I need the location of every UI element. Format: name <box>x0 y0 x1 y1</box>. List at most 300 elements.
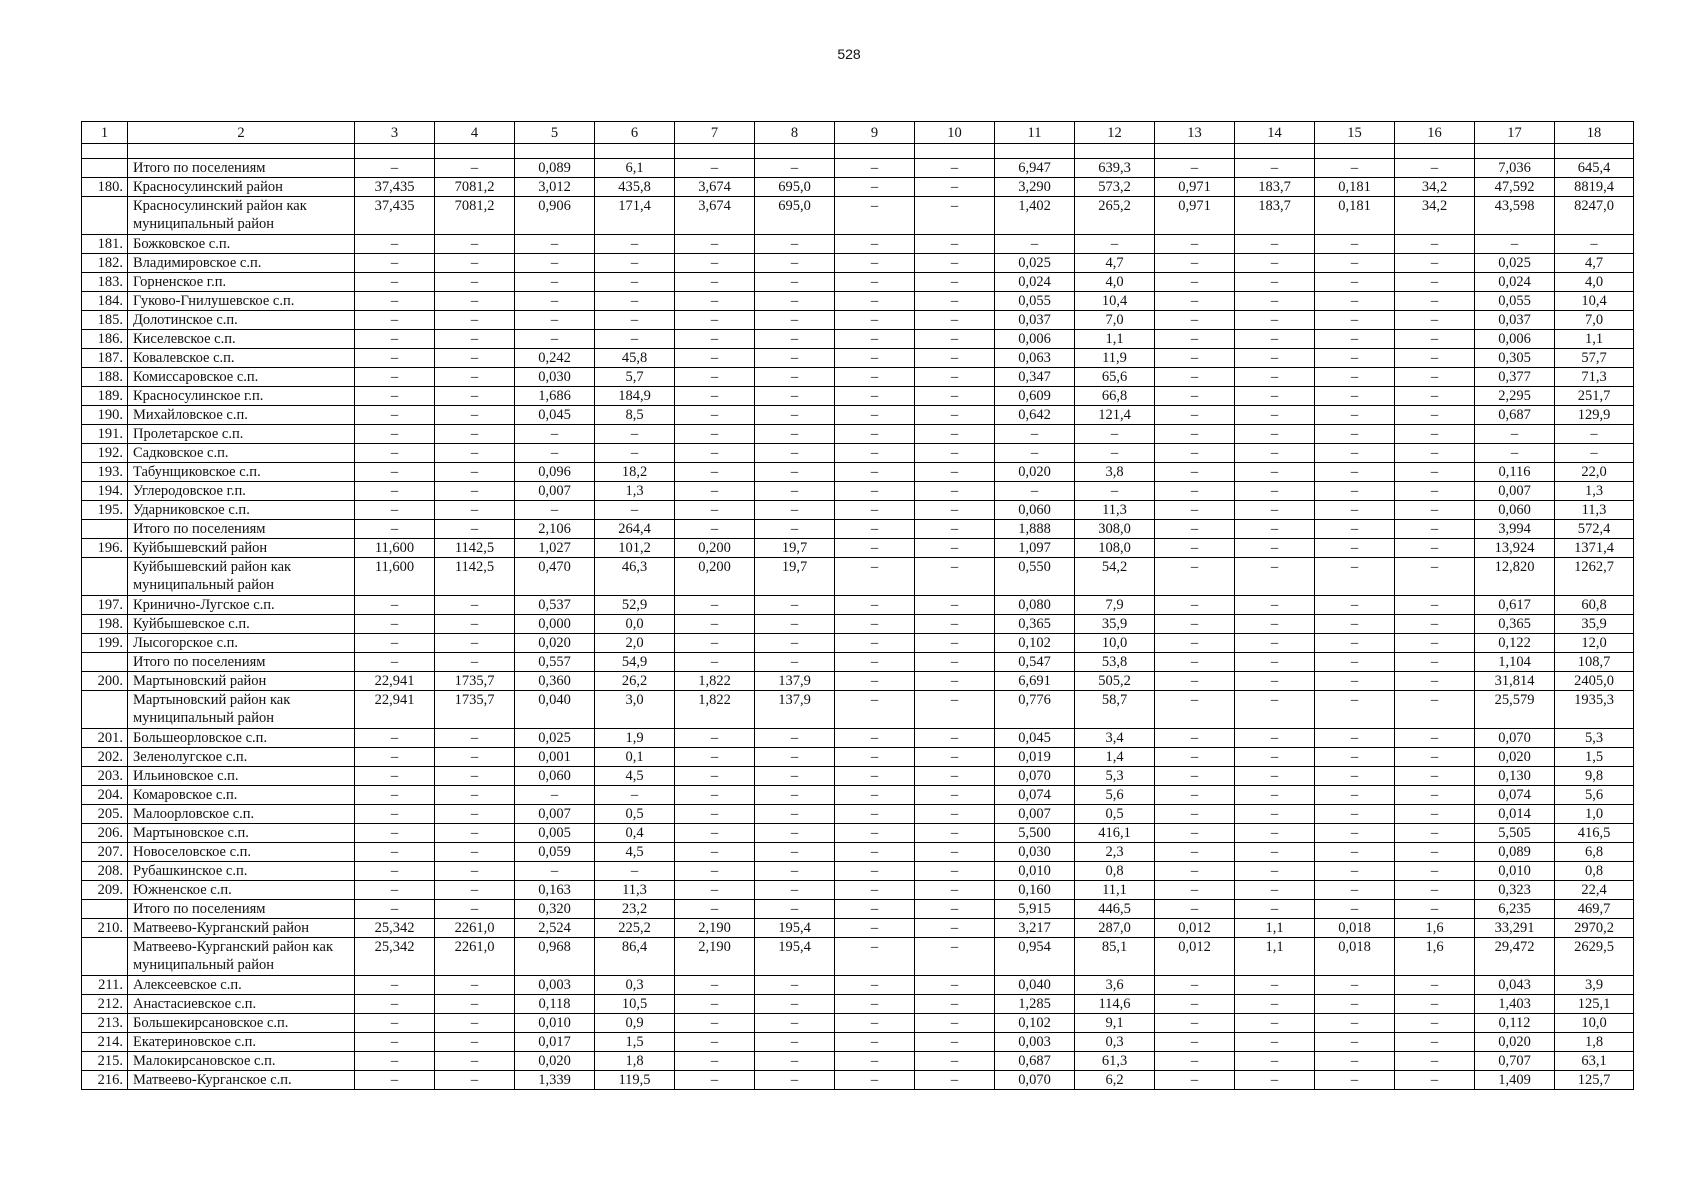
value-cell: – <box>1395 292 1475 311</box>
value-cell: – <box>755 520 835 539</box>
value-cell: – <box>835 558 915 596</box>
value-cell: – <box>1155 330 1235 349</box>
value-cell: – <box>835 1033 915 1052</box>
value-cell: 5,6 <box>1555 786 1634 805</box>
value-cell: 171,4 <box>595 197 675 235</box>
value-cell: 23,2 <box>595 900 675 919</box>
value-cell: 10,4 <box>1555 292 1634 311</box>
value-cell: 0,020 <box>995 463 1075 482</box>
value-cell: – <box>435 1052 515 1071</box>
value-cell: – <box>1555 425 1634 444</box>
value-cell: 0,055 <box>1475 292 1555 311</box>
table-row <box>82 881 1634 900</box>
spacer-cell <box>435 144 515 159</box>
value-cell: 183,7 <box>1235 178 1315 197</box>
value-cell: – <box>1155 653 1235 672</box>
value-cell: – <box>1155 1033 1235 1052</box>
value-cell: – <box>1235 159 1315 178</box>
value-cell: 0,537 <box>515 596 595 615</box>
value-cell: 0,181 <box>1315 178 1395 197</box>
value-cell: 4,5 <box>595 767 675 786</box>
header-cell: 14 <box>1235 122 1315 144</box>
value-cell: 3,674 <box>675 197 755 235</box>
value-cell: 0,360 <box>515 672 595 691</box>
row-number: 195. <box>82 501 128 520</box>
value-cell: – <box>675 786 755 805</box>
value-cell: – <box>675 748 755 767</box>
value-cell: – <box>435 311 515 330</box>
spacer-cell <box>995 144 1075 159</box>
header-cell: 9 <box>835 122 915 144</box>
value-cell: – <box>835 824 915 843</box>
header-cell: 3 <box>355 122 435 144</box>
value-cell: – <box>1395 425 1475 444</box>
value-cell: – <box>435 824 515 843</box>
value-cell: 2405,0 <box>1555 672 1634 691</box>
row-number <box>82 653 128 672</box>
value-cell: 0,018 <box>1315 938 1395 976</box>
value-cell: – <box>435 273 515 292</box>
row-number: 206. <box>82 824 128 843</box>
value-cell: – <box>1315 349 1395 368</box>
value-cell: – <box>755 368 835 387</box>
value-cell: 1371,4 <box>1555 539 1634 558</box>
value-cell: – <box>995 425 1075 444</box>
value-cell: – <box>435 1071 515 1090</box>
value-cell: – <box>915 235 995 254</box>
value-cell: – <box>755 976 835 995</box>
value-cell: – <box>755 843 835 862</box>
value-cell: 0,010 <box>995 862 1075 881</box>
value-cell: – <box>355 634 435 653</box>
value-cell: 7,0 <box>1555 311 1634 330</box>
value-cell: 0,037 <box>995 311 1075 330</box>
header-cell: 11 <box>995 122 1075 144</box>
value-cell: 265,2 <box>1075 197 1155 235</box>
table-row <box>82 691 1634 729</box>
value-cell: – <box>355 159 435 178</box>
value-cell: – <box>1155 786 1235 805</box>
value-cell: – <box>1395 1052 1475 1071</box>
value-cell: – <box>915 938 995 976</box>
value-cell: 7081,2 <box>435 178 515 197</box>
value-cell: 0,014 <box>1475 805 1555 824</box>
value-cell: – <box>1475 444 1555 463</box>
value-cell: 0,954 <box>995 938 1075 976</box>
spacer-cell <box>915 144 995 159</box>
value-cell: 66,8 <box>1075 387 1155 406</box>
value-cell: 1,3 <box>595 482 675 501</box>
value-cell: 0,017 <box>515 1033 595 1052</box>
value-cell: – <box>1235 349 1315 368</box>
value-cell: 1,888 <box>995 520 1075 539</box>
value-cell: – <box>915 995 995 1014</box>
value-cell: 45,8 <box>595 349 675 368</box>
value-cell: 1,4 <box>1075 748 1155 767</box>
value-cell: – <box>1315 995 1395 1014</box>
value-cell: 125,1 <box>1555 995 1634 1014</box>
value-cell: 2629,5 <box>1555 938 1634 976</box>
value-cell: 8247,0 <box>1555 197 1634 235</box>
value-cell: 85,1 <box>1075 938 1155 976</box>
value-cell: – <box>1235 501 1315 520</box>
value-cell: – <box>1315 824 1395 843</box>
value-cell: – <box>915 881 995 900</box>
value-cell: – <box>1395 767 1475 786</box>
value-cell: 2,3 <box>1075 843 1155 862</box>
value-cell: – <box>355 881 435 900</box>
value-cell: – <box>1395 558 1475 596</box>
value-cell: 108,0 <box>1075 539 1155 558</box>
value-cell: 1,6 <box>1395 919 1475 938</box>
value-cell: – <box>915 501 995 520</box>
table-row <box>82 349 1634 368</box>
row-name: Новоселовское с.п. <box>128 843 355 862</box>
value-cell: – <box>1235 862 1315 881</box>
value-cell: – <box>435 729 515 748</box>
value-cell: 0,3 <box>595 976 675 995</box>
value-cell: – <box>515 425 595 444</box>
value-cell: 0,200 <box>675 539 755 558</box>
value-cell: – <box>1395 444 1475 463</box>
value-cell: 0,020 <box>1475 748 1555 767</box>
value-cell: – <box>355 463 435 482</box>
value-cell: 0,060 <box>995 501 1075 520</box>
table-row <box>82 501 1634 520</box>
value-cell: 225,2 <box>595 919 675 938</box>
row-name: Екатериновское с.п. <box>128 1033 355 1052</box>
value-cell: – <box>915 482 995 501</box>
value-cell: – <box>355 1052 435 1071</box>
value-cell: – <box>595 425 675 444</box>
value-cell: – <box>1155 482 1235 501</box>
table-row <box>82 273 1634 292</box>
row-number: 213. <box>82 1014 128 1033</box>
value-cell: – <box>1155 1052 1235 1071</box>
value-cell: 0,470 <box>515 558 595 596</box>
value-cell: – <box>1315 254 1395 273</box>
value-cell: 86,4 <box>595 938 675 976</box>
header-cell: 15 <box>1315 122 1395 144</box>
value-cell: 0,642 <box>995 406 1075 425</box>
row-number: 201. <box>82 729 128 748</box>
value-cell: – <box>1235 995 1315 1014</box>
row-number: 185. <box>82 311 128 330</box>
value-cell: – <box>915 824 995 843</box>
value-cell: 195,4 <box>755 919 835 938</box>
value-cell: – <box>515 501 595 520</box>
value-cell: 695,0 <box>755 178 835 197</box>
value-cell: 4,5 <box>595 843 675 862</box>
value-cell: – <box>1315 843 1395 862</box>
value-cell: – <box>835 786 915 805</box>
row-name: Горненское г.п. <box>128 273 355 292</box>
row-number: 215. <box>82 1052 128 1071</box>
table-row <box>82 748 1634 767</box>
value-cell: 287,0 <box>1075 919 1155 938</box>
value-cell: – <box>675 159 755 178</box>
value-cell: – <box>675 843 755 862</box>
value-cell: – <box>1235 634 1315 653</box>
value-cell: – <box>1395 1071 1475 1090</box>
value-cell: 1,3 <box>1555 482 1634 501</box>
value-cell: – <box>595 444 675 463</box>
value-cell: – <box>1155 862 1235 881</box>
value-cell: 0,5 <box>1075 805 1155 824</box>
value-cell: 137,9 <box>755 672 835 691</box>
value-cell: – <box>1235 387 1315 406</box>
value-cell: – <box>675 273 755 292</box>
value-cell: – <box>835 406 915 425</box>
value-cell: – <box>1235 748 1315 767</box>
value-cell: – <box>1315 539 1395 558</box>
value-cell: – <box>835 330 915 349</box>
value-cell: 1,1 <box>1075 330 1155 349</box>
value-cell: – <box>595 330 675 349</box>
table-row <box>82 805 1634 824</box>
table-row <box>82 653 1634 672</box>
value-cell: – <box>1155 976 1235 995</box>
value-cell: 1,822 <box>675 691 755 729</box>
value-cell: – <box>1155 349 1235 368</box>
value-cell: 3,0 <box>595 691 675 729</box>
table-row <box>82 1014 1634 1033</box>
value-cell: 6,235 <box>1475 900 1555 919</box>
value-cell: 0,707 <box>1475 1052 1555 1071</box>
value-cell: 1,1 <box>1555 330 1634 349</box>
value-cell: – <box>1075 482 1155 501</box>
value-cell: 0,0 <box>595 615 675 634</box>
value-cell: – <box>675 406 755 425</box>
value-cell: – <box>915 558 995 596</box>
value-cell: 264,4 <box>595 520 675 539</box>
row-name: Углеродовское г.п. <box>128 482 355 501</box>
value-cell: – <box>835 919 915 938</box>
value-cell: 0,007 <box>1475 482 1555 501</box>
value-cell: 61,3 <box>1075 1052 1155 1071</box>
row-name: Владимировское с.п. <box>128 254 355 273</box>
value-cell: – <box>435 406 515 425</box>
spacer-cell <box>1155 144 1235 159</box>
value-cell: – <box>515 786 595 805</box>
row-number: 205. <box>82 805 128 824</box>
row-name: Куйбышевский район <box>128 539 355 558</box>
value-cell: – <box>1395 653 1475 672</box>
value-cell: – <box>1235 292 1315 311</box>
value-cell: 0,365 <box>995 615 1075 634</box>
value-cell: 1,339 <box>515 1071 595 1090</box>
row-number: 183. <box>82 273 128 292</box>
row-number: 190. <box>82 406 128 425</box>
value-cell: – <box>915 786 995 805</box>
value-cell: 10,0 <box>1075 634 1155 653</box>
value-cell: 10,0 <box>1555 1014 1634 1033</box>
value-cell: 52,9 <box>595 596 675 615</box>
value-cell: – <box>755 786 835 805</box>
value-cell: – <box>1155 444 1235 463</box>
value-cell: 2,106 <box>515 520 595 539</box>
value-cell: 0,070 <box>995 767 1075 786</box>
value-cell: – <box>755 596 835 615</box>
value-cell: – <box>1155 767 1235 786</box>
table-row <box>82 558 1634 596</box>
value-cell: – <box>675 482 755 501</box>
value-cell: – <box>675 653 755 672</box>
table-row <box>82 596 1634 615</box>
value-cell: – <box>355 406 435 425</box>
value-cell: – <box>355 1014 435 1033</box>
value-cell: – <box>755 254 835 273</box>
value-cell: – <box>1315 1033 1395 1052</box>
value-cell: – <box>835 368 915 387</box>
value-cell: – <box>835 482 915 501</box>
value-cell: – <box>1395 672 1475 691</box>
value-cell: – <box>1395 330 1475 349</box>
value-cell: – <box>595 311 675 330</box>
value-cell: – <box>915 387 995 406</box>
row-name: Ильиновское с.п. <box>128 767 355 786</box>
value-cell: – <box>755 862 835 881</box>
row-name: Итого по поселениям <box>128 520 355 539</box>
header-cell: 1 <box>82 122 128 144</box>
value-cell: 13,924 <box>1475 539 1555 558</box>
value-cell: – <box>435 786 515 805</box>
value-cell: 5,915 <box>995 900 1075 919</box>
row-name: Божковское с.п. <box>128 235 355 254</box>
value-cell: – <box>675 1033 755 1052</box>
value-cell: – <box>1315 805 1395 824</box>
header-cell: 6 <box>595 122 675 144</box>
table-row <box>82 767 1634 786</box>
value-cell: – <box>435 596 515 615</box>
row-number: 181. <box>82 235 128 254</box>
value-cell: – <box>1235 596 1315 615</box>
value-cell: – <box>1235 254 1315 273</box>
data-table <box>81 121 1634 1090</box>
value-cell: – <box>835 1014 915 1033</box>
value-cell: 0,1 <box>595 748 675 767</box>
table-row <box>82 862 1634 881</box>
row-number <box>82 520 128 539</box>
table-row <box>82 311 1634 330</box>
row-number: 209. <box>82 881 128 900</box>
value-cell: – <box>1155 273 1235 292</box>
value-cell: – <box>1315 900 1395 919</box>
value-cell: 435,8 <box>595 178 675 197</box>
value-cell: – <box>355 843 435 862</box>
value-cell: – <box>1235 311 1315 330</box>
value-cell: – <box>1315 748 1395 767</box>
row-number: 210. <box>82 919 128 938</box>
value-cell: – <box>915 862 995 881</box>
value-cell: – <box>915 311 995 330</box>
value-cell: – <box>835 976 915 995</box>
value-cell: – <box>355 786 435 805</box>
value-cell: 25,342 <box>355 919 435 938</box>
value-cell: – <box>835 615 915 634</box>
value-cell: – <box>1235 1071 1315 1090</box>
value-cell: – <box>835 691 915 729</box>
value-cell: – <box>755 349 835 368</box>
row-number: 186. <box>82 330 128 349</box>
value-cell: 71,3 <box>1555 368 1634 387</box>
value-cell: 10,4 <box>1075 292 1155 311</box>
value-cell: – <box>1235 691 1315 729</box>
value-cell: 0,906 <box>515 197 595 235</box>
header-row <box>82 122 1634 144</box>
row-number: 187. <box>82 349 128 368</box>
value-cell: – <box>355 596 435 615</box>
value-cell: 2,295 <box>1475 387 1555 406</box>
value-cell: 0,163 <box>515 881 595 900</box>
row-number <box>82 159 128 178</box>
value-cell: 5,7 <box>595 368 675 387</box>
value-cell: – <box>675 254 755 273</box>
value-cell: – <box>835 463 915 482</box>
table-row <box>82 387 1634 406</box>
value-cell: 4,7 <box>1555 254 1634 273</box>
table-row <box>82 178 1634 197</box>
value-cell: 1,1 <box>1235 938 1315 976</box>
value-cell: – <box>835 729 915 748</box>
value-cell: 3,994 <box>1475 520 1555 539</box>
value-cell: 639,3 <box>1075 159 1155 178</box>
value-cell: – <box>1395 843 1475 862</box>
value-cell: – <box>835 311 915 330</box>
value-cell: 0,025 <box>995 254 1075 273</box>
value-cell: 251,7 <box>1555 387 1634 406</box>
value-cell: – <box>1235 368 1315 387</box>
value-cell: 3,217 <box>995 919 1075 938</box>
row-name: Красносулинский район <box>128 178 355 197</box>
value-cell: 0,102 <box>995 634 1075 653</box>
value-cell: – <box>1395 539 1475 558</box>
value-cell: – <box>1155 748 1235 767</box>
value-cell: – <box>1155 520 1235 539</box>
value-cell: 1,104 <box>1475 653 1555 672</box>
value-cell: 5,500 <box>995 824 1075 843</box>
value-cell: – <box>1155 729 1235 748</box>
value-cell: 0,547 <box>995 653 1075 672</box>
value-cell: – <box>1395 805 1475 824</box>
value-cell: – <box>1075 235 1155 254</box>
value-cell: – <box>1235 444 1315 463</box>
value-cell: – <box>1555 235 1634 254</box>
spacer-cell <box>128 144 355 159</box>
row-name: Киселевское с.п. <box>128 330 355 349</box>
value-cell: – <box>1315 596 1395 615</box>
value-cell: 65,6 <box>1075 368 1155 387</box>
value-cell: – <box>1315 786 1395 805</box>
row-number: 182. <box>82 254 128 273</box>
value-cell: – <box>355 311 435 330</box>
row-number: 211. <box>82 976 128 995</box>
value-cell: – <box>835 349 915 368</box>
value-cell: 3,8 <box>1075 463 1155 482</box>
value-cell: 572,4 <box>1555 520 1634 539</box>
row-number: 184. <box>82 292 128 311</box>
value-cell: 5,3 <box>1555 729 1634 748</box>
value-cell: – <box>995 235 1075 254</box>
value-cell: – <box>835 748 915 767</box>
value-cell: – <box>515 292 595 311</box>
value-cell: 446,5 <box>1075 900 1155 919</box>
value-cell: – <box>1235 843 1315 862</box>
value-cell: 6,1 <box>595 159 675 178</box>
value-cell: – <box>1315 653 1395 672</box>
value-cell: 54,2 <box>1075 558 1155 596</box>
value-cell: 2970,2 <box>1555 919 1634 938</box>
